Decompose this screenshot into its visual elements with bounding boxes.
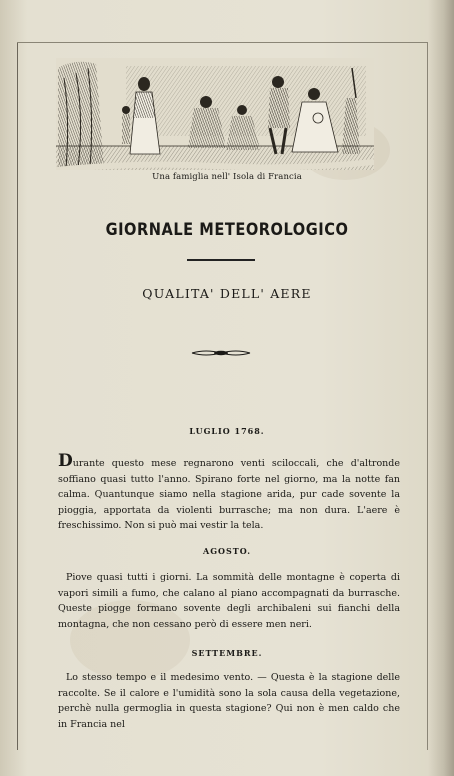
section-text-agosto: [58, 570, 400, 632]
page-border-right: [427, 42, 428, 750]
paragraph-text: Piove quasi tutti i giorni. La sommità delle montagne è coperta di vapori simili a fumo, che calano al piano accompagnati da burrasche. Queste piogge formano sovente degli archibaleni sui fianchi della montagna, che non cessano però di essere men neri.: [58, 572, 400, 630]
illustration-caption: Una famiglia nell' Isola di Francia: [152, 172, 302, 182]
page-border-top: [17, 42, 427, 43]
page-title: GIORNALE METEOROLOGICO: [105, 220, 349, 240]
ornamental-divider: [190, 346, 252, 360]
paragraph-text: Lo stesso tempo e il medesimo vento. — Questa è la stagione delle raccolte. Se il calore e l'umidità sono la sola causa della vegetazione, perchè nulla germoglia in questa stagione? Qui non è men caldo che in Francia nel: [58, 672, 400, 730]
section-heading-settembre: SETTEMBRE.: [191, 648, 263, 658]
section-text-luglio: [58, 451, 400, 534]
section-heading-agosto: AGOSTO.: [202, 546, 252, 556]
section-heading-luglio: LUGLIO 1768.: [189, 426, 265, 436]
section-text-settembre: [58, 670, 400, 732]
page-gutter-shadow: [428, 0, 454, 776]
page-subtitle: QUALITA' DELL' AERE: [142, 286, 312, 301]
family-engraving-illustration: [56, 58, 374, 170]
title-underline: [187, 259, 255, 261]
paragraph-text: Durante questo mese regnarono venti sciloccali, che d'altronde soffiano quasi tutto l'anno. Spirano forte nel giorno, ma la notte fan calma. Quantunque siamo nella stagione arida, pur cade sovente la pioggia, apportata da violenti burrasche; ma non dura. L'aere è freschissimo. Non si può mai vestir la tela.: [58, 451, 400, 532]
page-border-left: [17, 42, 18, 750]
